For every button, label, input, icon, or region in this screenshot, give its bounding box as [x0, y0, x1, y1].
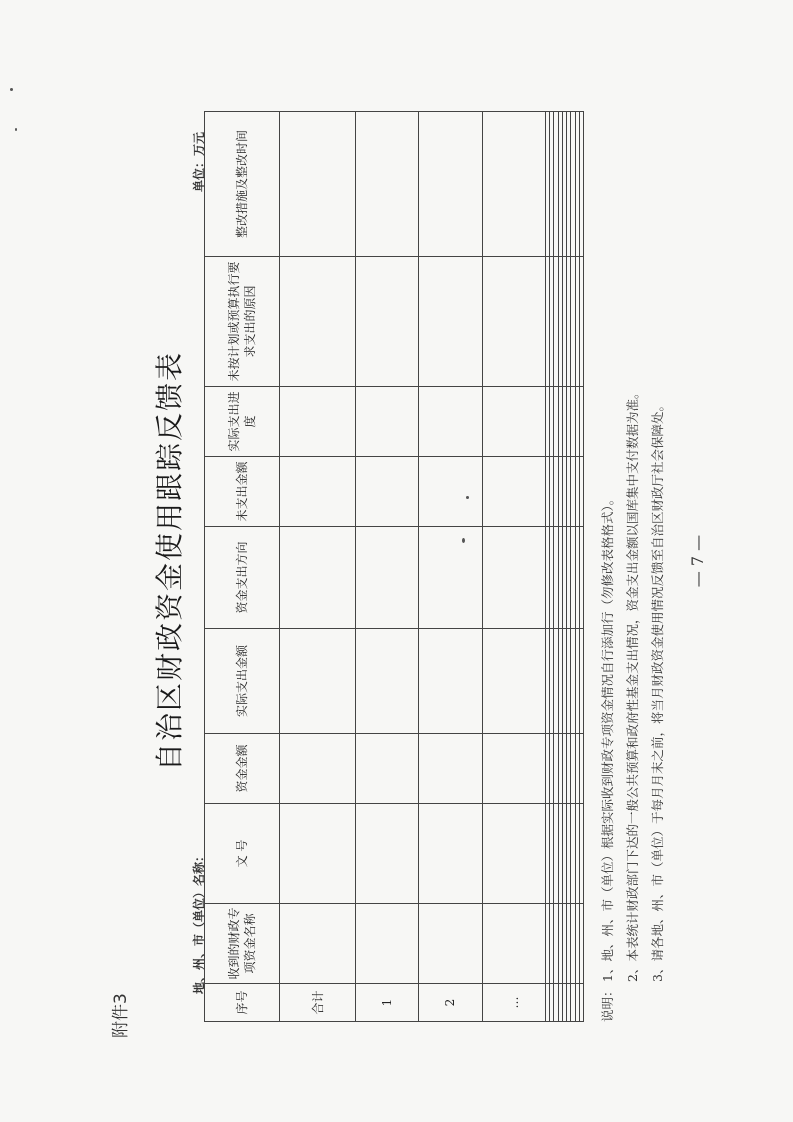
table-cell — [482, 629, 545, 734]
note-text: 1、地、州、市（单位）根据实际收到财政专项资金情况自行添加行（勿修改表格格式）。 — [600, 492, 615, 982]
table-cell — [356, 629, 419, 734]
table-cell — [356, 112, 419, 257]
table-cell — [356, 527, 419, 629]
table-cell — [579, 457, 583, 527]
table-row — [579, 112, 583, 1022]
table-cell — [482, 904, 545, 984]
table-cell — [280, 457, 356, 527]
table-cell — [419, 257, 482, 387]
header-cell: 实际支出进度 — [205, 387, 280, 457]
unit-label: 单位：万元 — [192, 131, 206, 192]
notes — [595, 387, 670, 1022]
page-title: 自治区财政资金使用跟踪反馈表 — [153, 351, 186, 772]
header-cell: 未支出金额 — [205, 457, 280, 527]
table-cell — [280, 387, 356, 457]
table-cell — [579, 629, 583, 734]
attachment-label: 附件3 — [111, 993, 131, 1038]
header-cell: 资金金额 — [205, 734, 280, 804]
header-cell: 文 号 — [205, 804, 280, 904]
table-cell — [579, 904, 583, 984]
table-cell — [579, 112, 583, 257]
note-item — [595, 387, 620, 1022]
table-cell — [280, 904, 356, 984]
table-cell — [579, 734, 583, 804]
note-text: 3、请各地、州、市（单位）于每月月末之前，将当月财政资金使用情况反馈至自治区财政厅社会保障处。 — [650, 399, 665, 982]
table-cell — [482, 527, 545, 629]
table-cell — [419, 629, 482, 734]
header-cell: 序号 — [205, 984, 280, 1022]
table-cell — [482, 257, 545, 387]
table-cell — [280, 734, 356, 804]
row-label-cell: 合计 — [280, 984, 356, 1022]
header-cell: 实际支出金额 — [205, 629, 280, 734]
table-body — [280, 112, 584, 1022]
table-cell — [419, 457, 482, 527]
table-cell — [482, 387, 545, 457]
table-cell — [579, 804, 583, 904]
table-row — [482, 112, 545, 1022]
notes-lead: 说明： — [600, 984, 615, 1022]
note-item — [620, 387, 645, 1022]
table-cell — [356, 387, 419, 457]
header-cell: 未按计划或预算执行要求支出的原因 — [205, 257, 280, 387]
page-number: — 7 — — [688, 534, 707, 588]
row-label-cell: 1 — [356, 984, 419, 1022]
header-cell: 收到的财政专项资金名称 — [205, 904, 280, 984]
note-item — [645, 387, 670, 1022]
table-cell — [280, 804, 356, 904]
table-cell — [419, 804, 482, 904]
row-label-cell: 2 — [419, 984, 482, 1022]
table-cell — [482, 112, 545, 257]
header-cell: 整改措施及整改时间 — [205, 112, 280, 257]
table-row — [356, 112, 419, 1022]
table-cell — [280, 527, 356, 629]
table-cell — [419, 112, 482, 257]
table-cell — [579, 527, 583, 629]
region-label: 地、州、市（单位）名称： — [192, 849, 206, 994]
table-cell — [280, 112, 356, 257]
header-row — [205, 112, 280, 1022]
row-label-cell: … — [482, 984, 545, 1022]
table-cell — [579, 257, 583, 387]
table-cell — [280, 257, 356, 387]
table-cell — [356, 457, 419, 527]
tracking-table — [204, 111, 584, 1022]
table-row — [280, 112, 356, 1022]
table-cell — [419, 734, 482, 804]
table-cell — [579, 387, 583, 457]
table-row — [419, 112, 482, 1022]
table-cell — [356, 257, 419, 387]
row-label-cell — [579, 984, 583, 1022]
table-cell — [356, 804, 419, 904]
table-cell — [280, 629, 356, 734]
table-cell — [356, 904, 419, 984]
note-text: 2、本表统计财政部门下达的一般公共预算和政府性基金支出情况，资金支出金额以国库集中支付数据为准。 — [625, 386, 640, 982]
table-cell — [482, 457, 545, 527]
header-cell: 资金支出方向 — [205, 527, 280, 629]
table-cell — [482, 734, 545, 804]
table-cell — [482, 804, 545, 904]
table-cell — [356, 734, 419, 804]
table-cell — [419, 904, 482, 984]
table-cell — [419, 387, 482, 457]
table-cell — [419, 527, 482, 629]
